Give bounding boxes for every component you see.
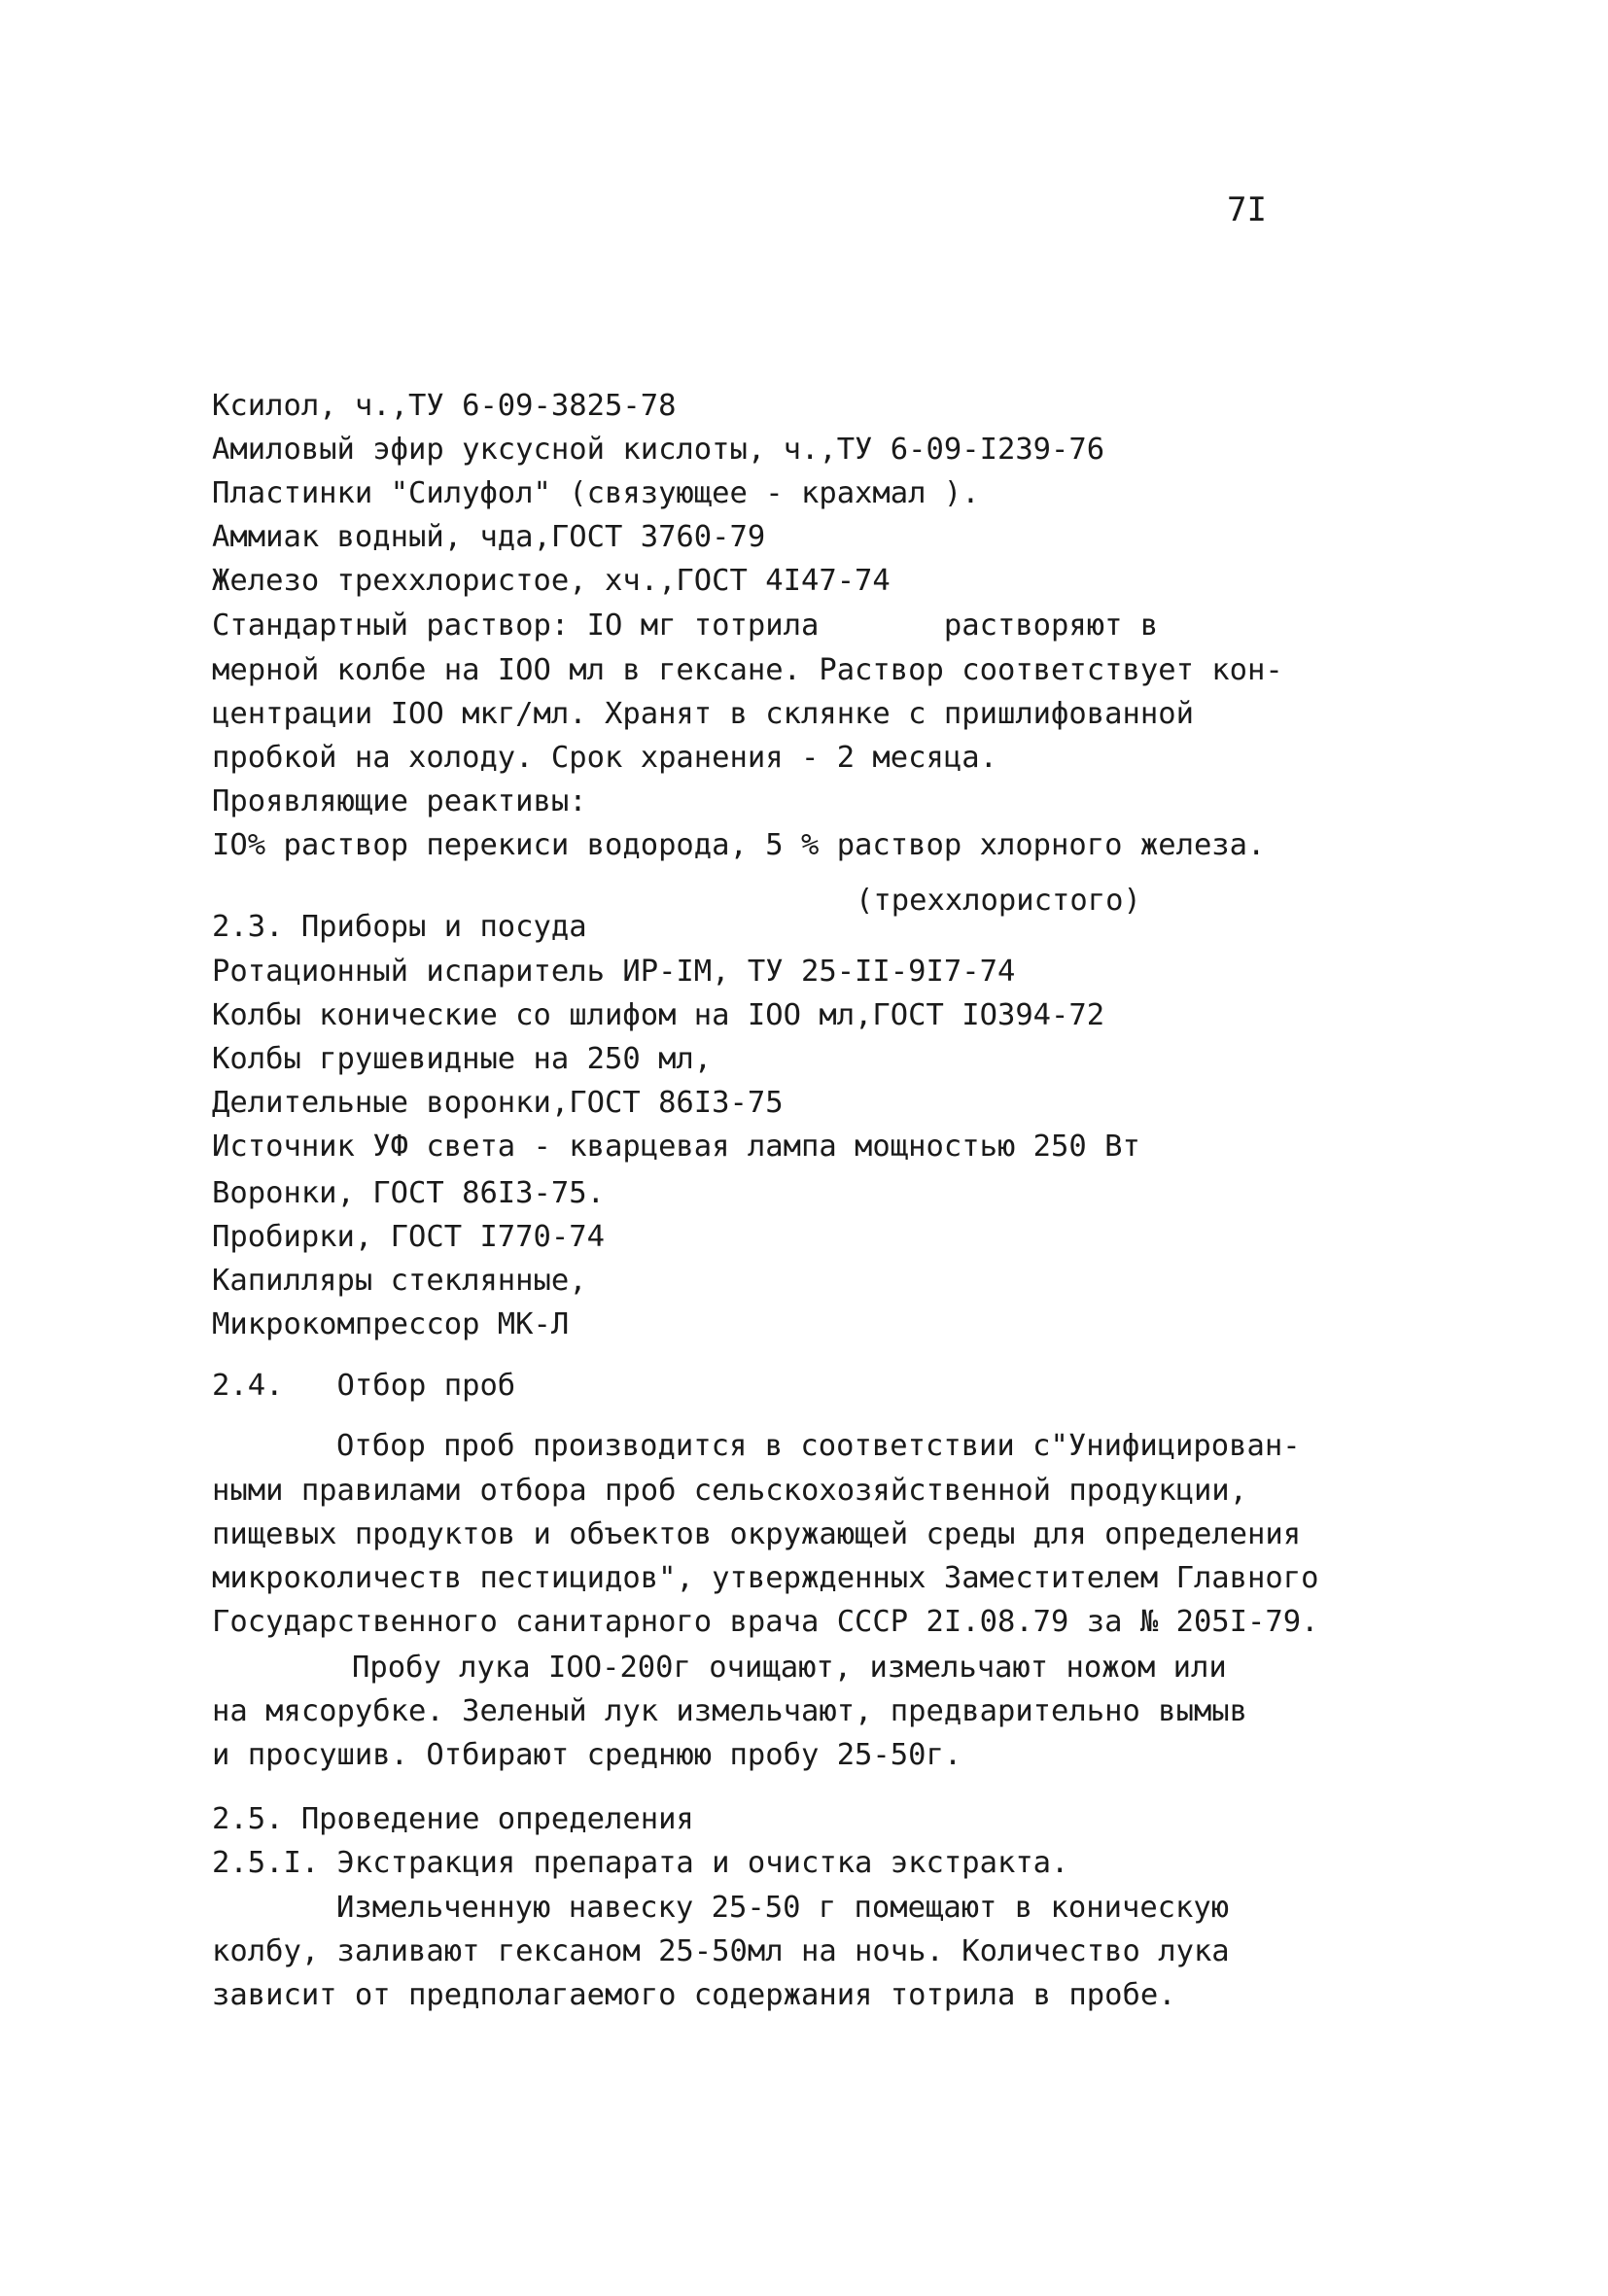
sampling-paragraph-line: Государственного санитарного врача СССР 2I.08.79 за № 205I-79. xyxy=(212,1605,1319,1639)
reagent-line: Ксилол, ч.,ТУ 6-09-3825-78 xyxy=(212,389,677,423)
page-number: 7I xyxy=(1227,191,1267,229)
extraction-paragraph-line: Измельченную навеску 25-50 г помещают в коническую xyxy=(336,1891,1230,1925)
equipment-item: Делительные воронки,ГОСТ 86I3-75 xyxy=(212,1086,784,1120)
equipment-item: Колбы конические со шлифом на IOO мл,ГОСТ IO394-72 xyxy=(212,998,1105,1032)
sample-prep-line: на мясорубке. Зеленый лук измельчают, предварительно вымыв xyxy=(212,1694,1248,1728)
sample-prep-line: и просушив. Отбирают среднюю пробу 25-50г. xyxy=(212,1738,962,1772)
equipment-item: Микрокомпрессор МК-Л xyxy=(212,1307,570,1341)
extraction-paragraph-line: зависит от предполагаемого содержания тотрила в пробе. xyxy=(212,1978,1176,2012)
equipment-item: Ротационный испаритель ИР-IМ, ТУ 25-II-9I7-74 xyxy=(212,955,1016,989)
section-2-3-heading: 2.3. Приборы и посуда xyxy=(212,910,587,944)
sampling-paragraph-line: Отбор проб производится в соответствии с"Унифицирован- xyxy=(336,1429,1301,1463)
standard-solution-line: Стандартный раствор: IO мг тотрила растворяют в xyxy=(212,609,1159,643)
standard-solution-line: мерной колбе на IOO мл в гексане. Раствор соответствует кон- xyxy=(212,653,1283,687)
developing-reagents-heading: Проявляющие реактивы: xyxy=(212,784,587,818)
reagent-line: Амиловый эфир уксусной кислоты, ч.,ТУ 6-09-I239-76 xyxy=(212,433,1105,467)
reagent-line: Пластинки "Силуфол" (связующее - крахмал ). xyxy=(212,476,980,510)
reagent-line: Аммиак водный, чда,ГОСТ 3760-79 xyxy=(212,520,766,554)
reagents-note: (треххлористого) xyxy=(856,884,1141,918)
section-2-5-heading: 2.5. Проведение определения xyxy=(212,1802,694,1836)
equipment-item: Пробирки, ГОСТ I770-74 xyxy=(212,1220,605,1254)
equipment-item: Воронки, ГОСТ 86I3-75. xyxy=(212,1176,605,1210)
extraction-paragraph-line: колбу, заливают гексаном 25-50мл на ночь. Количество лука xyxy=(212,1934,1230,1968)
equipment-item: Колбы грушевидные на 250 мл, xyxy=(212,1042,713,1076)
equipment-item: Капилляры стеклянные, xyxy=(212,1264,587,1298)
reagent-line: Железо треххлористое, хч.,ГОСТ 4I47-74 xyxy=(212,564,891,598)
section-2-4-heading: 2.4. Отбор проб xyxy=(212,1369,516,1403)
sampling-paragraph-line: микроколичеств пестицидов", утвержденных Заместителем Главного xyxy=(212,1561,1319,1595)
sampling-paragraph-line: ными правилами отбора проб сельскохозяйственной продукции, xyxy=(212,1474,1248,1508)
standard-solution-line: центрации IOO мкг/мл. Хранят в склянке с пришлифованной xyxy=(212,697,1194,731)
equipment-item: Источник УФ света - кварцевая лампа мощностью 250 Вт xyxy=(212,1130,1140,1164)
developing-reagents-line: IO% раствор перекиси водорода, 5 % раствор хлорного железа. xyxy=(212,828,1266,862)
standard-solution-line: пробкой на холоду. Срок хранения - 2 месяца. xyxy=(212,741,997,775)
sample-prep-line: Пробу лука IOO-200г очищают, измельчают ножом или xyxy=(352,1651,1227,1685)
section-2-5-1-heading: 2.5.I. Экстракция препарата и очистка экстракта. xyxy=(212,1846,1069,1880)
sampling-paragraph-line: пищевых продуктов и объектов окружающей среды для определения xyxy=(212,1517,1302,1551)
